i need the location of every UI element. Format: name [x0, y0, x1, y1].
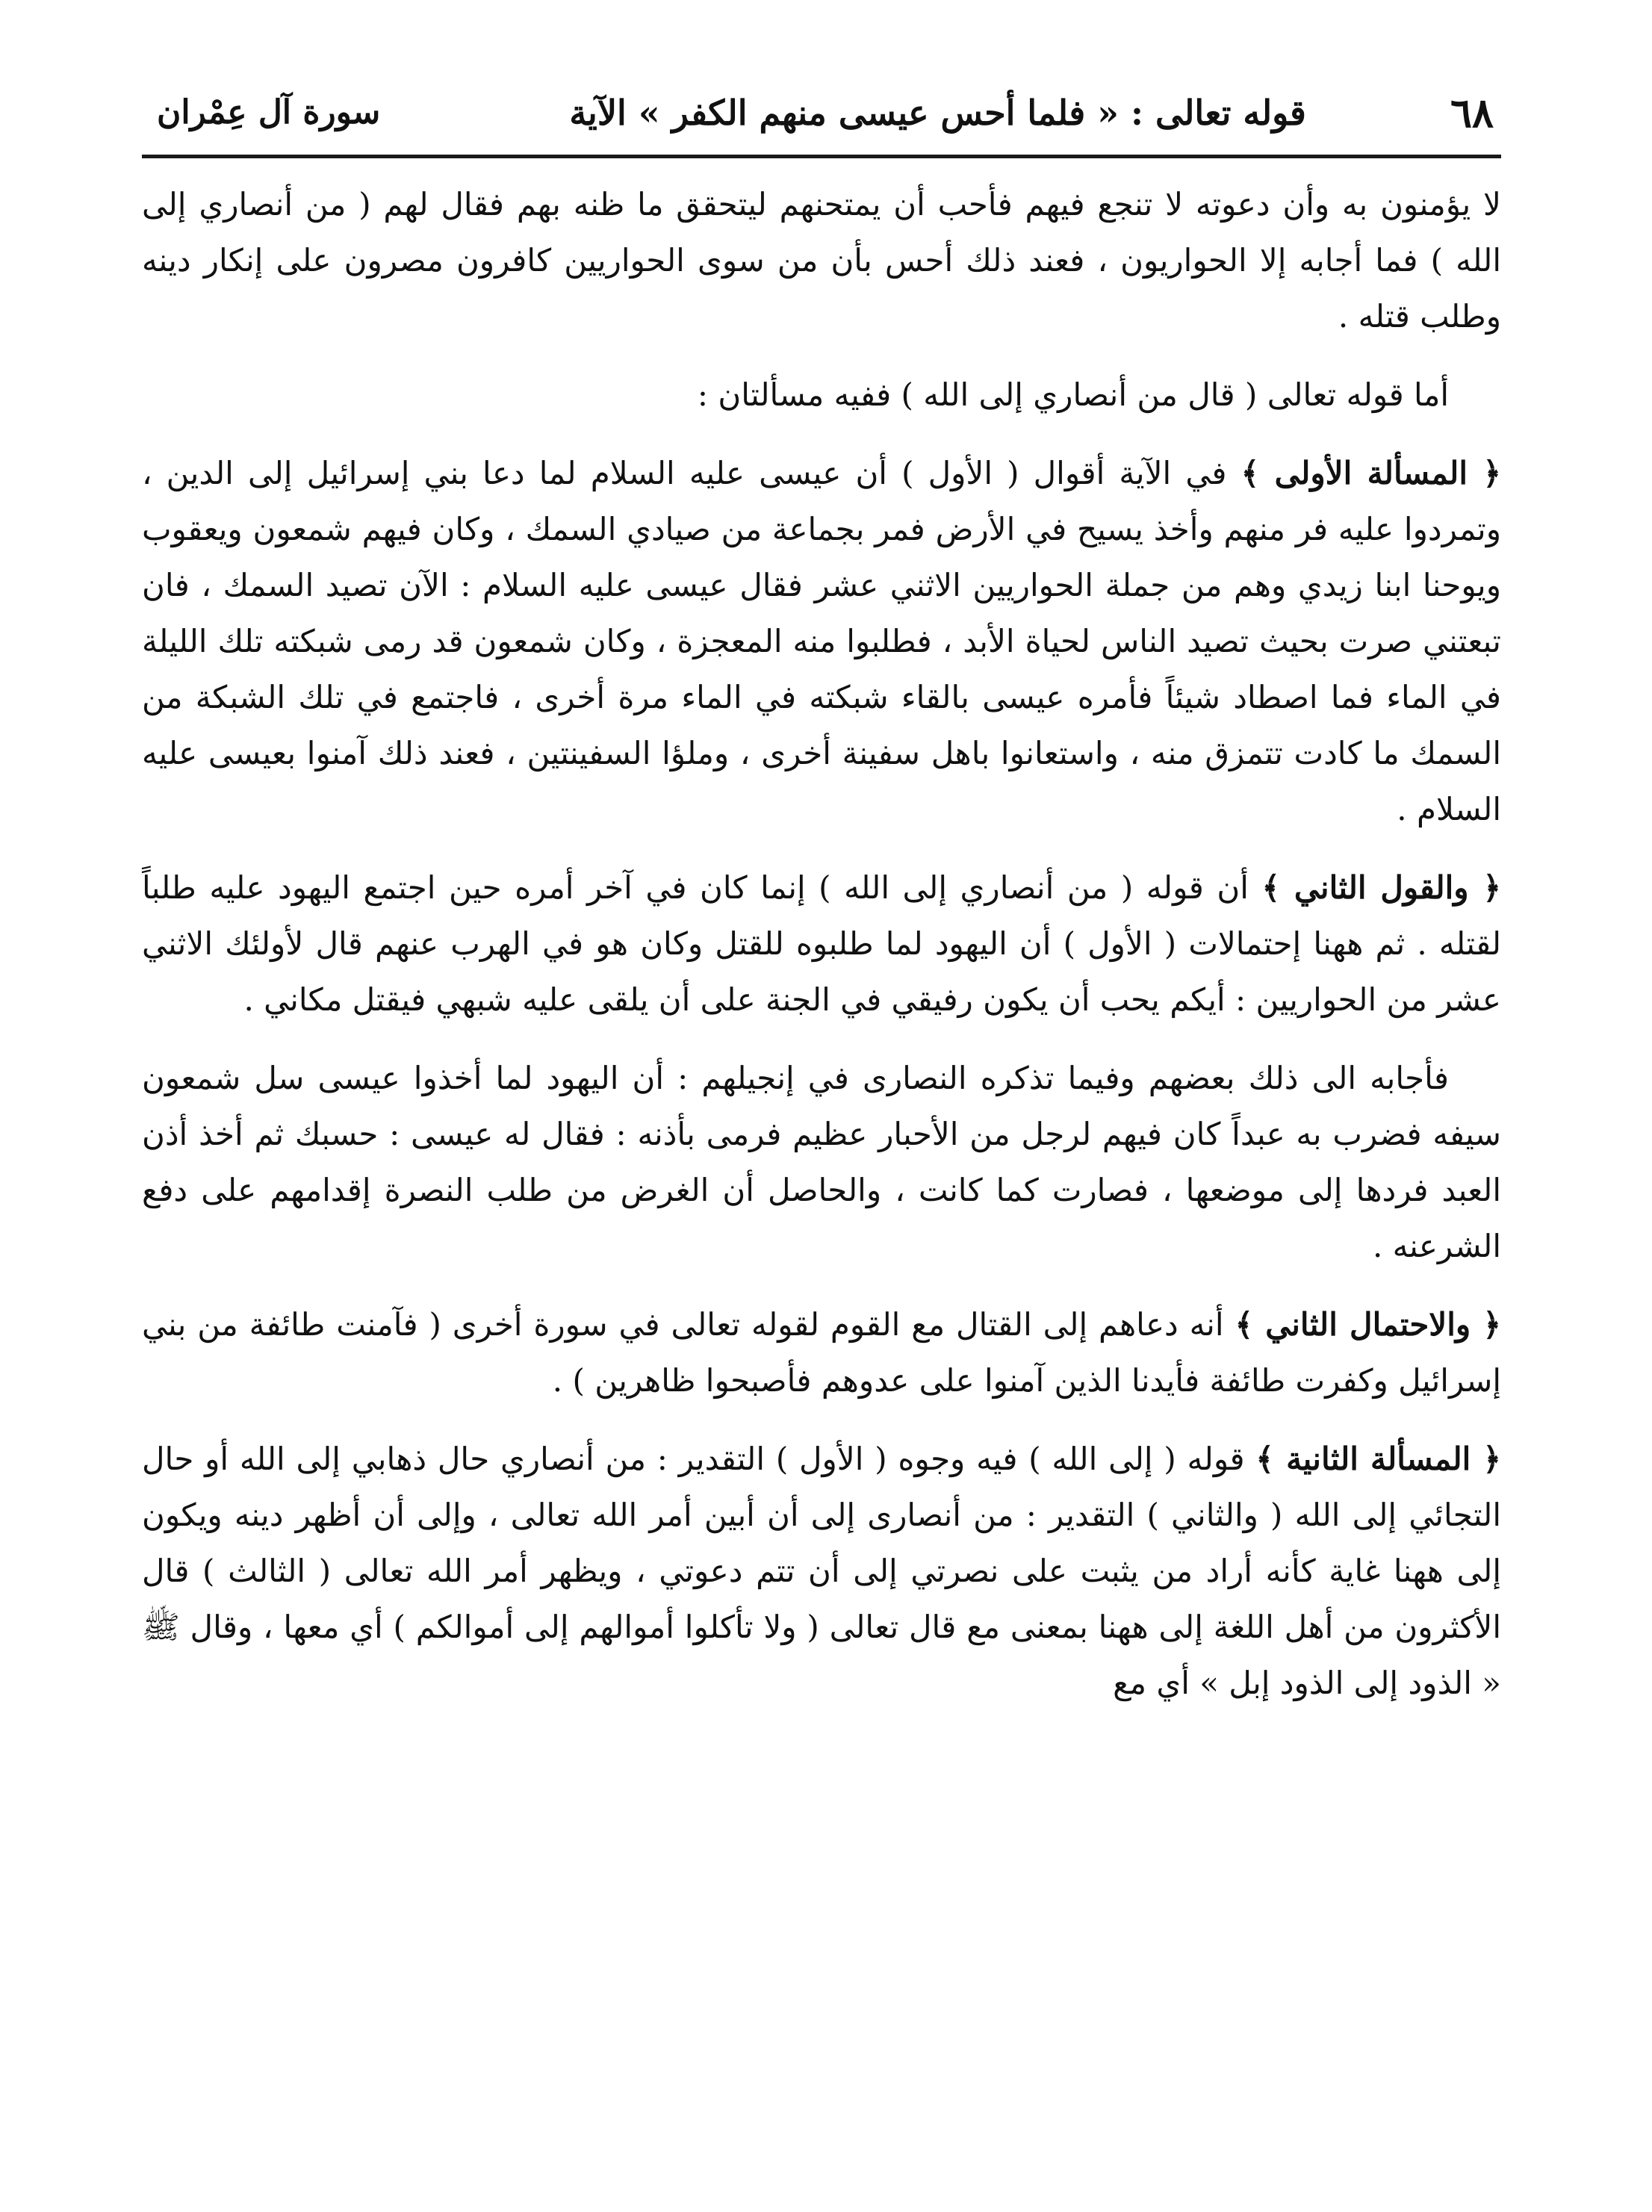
paragraph: [142, 1296, 1501, 1408]
paragraph-text: قوله ( إلى الله ) فيه وجوه ( الأول ) التقدير : من أنصاري حال ذهابي إلى الله أو حال التجائي إلى الله ( والثاني ) التقدير : من أنصارى إلى أن أبين أمر الله تعالى ، وإلى أن أظهر دينه ويكون إلى ههنا غاية كأنه أراد من يثبت على نصرتي إلى أن تتم دعوتي ، ويظهر أمر الله تعالى ( الثالث ) قال الأكثرون من أهل اللغة إلى ههنا بمعنى مع قال تعالى ( ولا تأكلوا أموالهم إلى أموالكم ) أي معها ، وقال ﷺ « الذود إلى الذود إبل » أي مع: [142, 1441, 1501, 1701]
paragraph: [142, 1431, 1501, 1711]
paragraph: [142, 1050, 1501, 1274]
paragraph-text: أنه دعاهم إلى القتال مع القوم لقوله تعالى في سورة أخرى ( فآمنت طائفة من بني إسرائيل وكفرت طائفة فأيدنا الذين آمنوا على عدوهم فأصبحوا ظاهرين ) .: [142, 1306, 1501, 1399]
section-heading: ﴿ والقول الثاني ﴾: [1261, 869, 1501, 906]
paragraph-text: أن قوله ( من أنصاري إلى الله ) إنما كان في آخر أمره حين اجتمع اليهود عليه طلباً لقتله . ثم ههنا إحتمالات ( الأول ) أن اليهود لما طلبوه للقتل وكان هو في الهرب عنهم قال لأولئك الاثني عشر من الحواريين : أيكم يحب أن يكون رفيقي في الجنة على أن يلقى عليه شبهي فيقتل مكاني .: [142, 869, 1501, 1018]
paragraph: [142, 176, 1501, 344]
section-heading: ﴿ المسألة الأولى ﴾: [1240, 455, 1501, 491]
section-heading: ﴿ المسألة الثانية ﴾: [1255, 1441, 1501, 1477]
paragraph-text: أما قوله تعالى ( قال من أنصاري إلى الله ) ففيه مسألتان :: [697, 376, 1449, 413]
paragraph-text: فأجابه الى ذلك بعضهم وفيما تذكره النصارى في إنجيلهم : أن اليهود لما أخذوا عيسى سل شمعون سيفه فضرب به عبداً كان فيهم لرجل من الأحبار عظيم فرمى بأذنه : فقال له عيسى : حسبك ثم أخذ أذن العبد فردها إلى موضعها ، فصارت كما كانت ، والحاصل أن الغرض من طلب النصرة إقدامهم على دفع الشرعنه .: [142, 1060, 1501, 1264]
section-heading: ﴿ والاحتمال الثاني ﴾: [1235, 1306, 1501, 1343]
book-page: [142, 71, 1501, 2177]
page-number: ٦٨: [1450, 89, 1494, 137]
paragraph-text: لا يؤمنون به وأن دعوته لا تنجع فيهم فأحب أن يمتحنهم ليتحقق ما ظنه بهم فقال لهم ( من أنصاري إلى الله ) فما أجابه إلا الحواريون ، فعند ذلك أحس بأن من سوى الحواريين كافرون مصرون على إنكار دينه وطلب قتله .: [142, 186, 1501, 335]
paragraph: [142, 445, 1501, 837]
body-text: [142, 176, 1501, 1711]
running-header: [142, 71, 1501, 158]
verse-reference: قوله تعالى : « فلما أحس عيسى منهم الكفر » الآية: [569, 93, 1306, 133]
paragraph-text: في الآية أقوال ( الأول ) أن عيسى عليه السلام لما دعا بني إسرائيل إلى الدين ، وتمردوا عليه فر منهم وأخذ يسيح في الأرض فمر بجماعة من صيادي السمك ، وكان فيهم شمعون ويعقوب ويوحنا ابنا زيدي وهم من جملة الحواريين الاثني عشر فقال عيسى عليه السلام : الآن تصيد السمك ، فان تبعتني صرت بحيث تصيد الناس لحياة الأبد ، فطلبوا منه المعجزة ، وكان شمعون قد رمى شبكته تلك الليلة في الماء فما اصطاد شيئاً فأمره عيسى بالقاء شبكته في الماء مرة أخرى ، فاجتمع في تلك الشبكة من السمك ما كادت تتمزق منه ، واستعانوا باهل سفينة أخرى ، وملؤا السفينتين ، فعند ذلك آمنوا بعيسى عليه السلام .: [142, 455, 1501, 827]
paragraph: [142, 860, 1501, 1028]
paragraph: [142, 367, 1501, 423]
surah-name: سورة آل عِمْران: [157, 93, 381, 131]
